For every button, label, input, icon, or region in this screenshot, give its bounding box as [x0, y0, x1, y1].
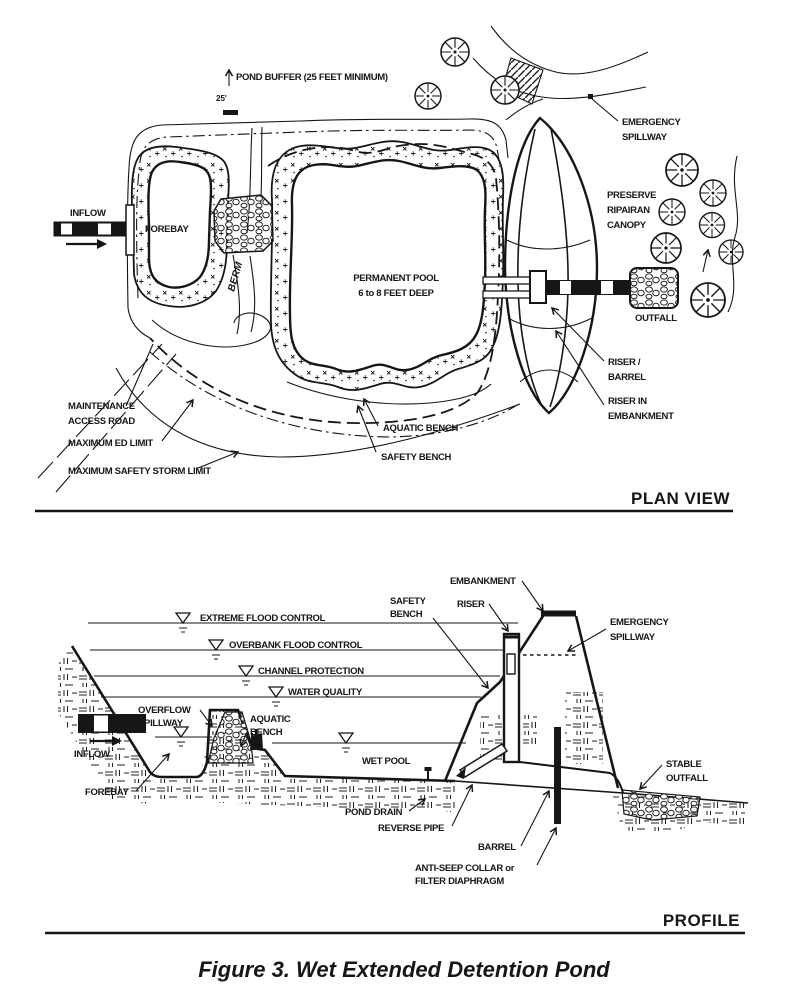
- leader-dot: [588, 94, 593, 99]
- label-anti-seep-1: ANTI-SEEP COLLAR or: [415, 863, 515, 874]
- label-overflow-1: OVERFLOW: [138, 705, 191, 716]
- inflow-pipe-joint-profile: [94, 716, 108, 732]
- label-max-safety: MAXIMUM SAFETY STORM LIMIT: [68, 466, 211, 477]
- barrel-joint: [601, 281, 613, 294]
- leader-embankment: [522, 581, 543, 611]
- plan-view: [35, 26, 743, 511]
- label-inflow-profile: INFLOW: [74, 749, 110, 760]
- label-outfall: OUTFALL: [635, 313, 677, 324]
- profile-view: [45, 576, 748, 933]
- label-aquatic-profile-1: AQUATIC: [250, 714, 291, 725]
- dam-interior-soil-small: [523, 712, 537, 746]
- label-max-ed: MAXIMUM ED LIMIT: [68, 438, 153, 449]
- label-buffer-dim: 25': [216, 94, 227, 103]
- label-pond-drain: POND DRAIN: [345, 807, 403, 818]
- leader-max-ed-limit: [162, 400, 193, 441]
- label-preserve-3: CANOPY: [607, 220, 646, 231]
- figure-caption: Figure 3. Wet Extended Detention Pond: [198, 957, 610, 982]
- pond-boundary-outer-tail: [128, 308, 150, 338]
- tree-icon: [415, 83, 441, 109]
- dam-profile: [425, 614, 701, 825]
- inflow-pipe-joint: [61, 224, 72, 235]
- barrel-top-line: [520, 762, 623, 793]
- label-permanent-pool-2: 6 to 8 FEET DEEP: [358, 288, 434, 299]
- label-maintenance-2: ACCESS ROAD: [68, 416, 135, 427]
- pond-drain-cap: [425, 767, 432, 771]
- barrel-plan: [546, 280, 630, 295]
- tree-icon: [491, 76, 519, 104]
- label-pond-buffer: POND BUFFER (25 FEET MINIMUM): [236, 72, 388, 83]
- label-inflow-plan: INFLOW: [70, 208, 106, 219]
- leader-stable-outfall: [640, 765, 662, 789]
- tree-icon: [700, 180, 726, 206]
- riser-plan: [530, 271, 546, 303]
- tree-icon: [666, 154, 698, 186]
- outfall-apron: [630, 268, 678, 308]
- leader-riser: [489, 604, 508, 631]
- pool-outlet-pipe-lower: [483, 291, 530, 298]
- barrel-joint: [560, 281, 571, 294]
- leader-safety-bench-plan: [358, 406, 376, 452]
- riser-orifice: [507, 654, 515, 674]
- label-riser-in-2: EMBANKMENT: [608, 411, 674, 422]
- label-overflow-2: SPILLWAY: [138, 718, 183, 729]
- tree-icon: [719, 240, 743, 264]
- label-anti-seep-2: FILTER DIAPHRAGM: [415, 876, 504, 887]
- emergency-spillway-plan: [473, 26, 648, 120]
- label-safety-bench-1: SAFETY: [390, 596, 426, 607]
- label-stable-outfall-2: OUTFALL: [666, 773, 708, 784]
- embankment-outline: [505, 118, 597, 413]
- leader-anti-seep: [537, 828, 556, 865]
- label-overbank-flood: OVERBANK FLOOD CONTROL: [229, 640, 363, 651]
- label-channel-protection: CHANNEL PROTECTION: [258, 666, 364, 677]
- inflow-pipe-joint: [98, 224, 111, 235]
- permanent-pool-shape: [271, 141, 504, 390]
- label-aquatic-profile-2: BENCH: [250, 727, 283, 738]
- inflow-headwall: [126, 205, 134, 255]
- label-water-quality: WATER QUALITY: [288, 687, 363, 698]
- label-forebay-profile: FOREBAY: [85, 787, 129, 798]
- label-emergency-profile-2: SPILLWAY: [610, 632, 655, 643]
- label-emergency-spillway-1: EMERGENCY: [622, 117, 681, 128]
- label-emergency-profile-1: EMERGENCY: [610, 617, 669, 628]
- label-barrel: BARREL: [478, 842, 516, 853]
- label-emergency-spillway-2: SPILLWAY: [622, 132, 667, 143]
- pool-outlet-pipe-upper: [483, 277, 530, 284]
- label-maintenance-1: MAINTENANCE: [68, 401, 135, 412]
- label-riser-barrel-2: BARREL: [608, 372, 646, 383]
- stream-line: [728, 156, 738, 312]
- stream-flow-arrow: [703, 250, 708, 272]
- riser-profile: [504, 634, 519, 762]
- plan-view-title: PLAN VIEW: [631, 489, 730, 508]
- anti-seep-collar: [554, 727, 561, 824]
- downstream-ground: [455, 781, 748, 803]
- label-stable-outfall-1: STABLE: [666, 759, 702, 770]
- tree-icon: [700, 213, 725, 238]
- label-riser-barrel-1: RISER /: [608, 357, 641, 368]
- label-preserve-1: PRESERVE: [607, 190, 657, 201]
- label-forebay-plan: FOREBAY: [145, 224, 189, 235]
- tree-icon: [651, 233, 681, 263]
- embankment-plan: [505, 118, 597, 413]
- inflow-arrow-head: [97, 239, 107, 249]
- safety-bench-contour: [287, 382, 491, 404]
- berm-weir: [214, 195, 273, 253]
- tree-icon: [441, 38, 469, 66]
- label-riser: RISER: [457, 599, 485, 610]
- label-safety-bench-2: BENCH: [390, 609, 423, 620]
- label-preserve-2: RIPAIRAN: [607, 205, 650, 216]
- stable-outfall-riprap: [622, 790, 700, 820]
- forebay-swirl-contour: [152, 313, 271, 347]
- tree-icon: [659, 199, 685, 225]
- label-permanent-pool-1: PERMANENT POOL: [353, 273, 439, 284]
- tree-icon: [691, 283, 725, 317]
- water-levels: [88, 613, 518, 752]
- label-embankment: EMBANKMENT: [450, 576, 516, 587]
- label-reverse-pipe: REVERSE PIPE: [378, 823, 445, 834]
- label-extreme-flood: EXTREME FLOOD CONTROL: [200, 613, 326, 624]
- leader-safety-bench-profile: [433, 618, 488, 688]
- leader-emergency-spillway: [592, 99, 618, 121]
- label-safety-bench-plan: SAFETY BENCH: [381, 452, 452, 463]
- leader-emergency-spillway-profile: [568, 629, 606, 651]
- permanent-pool-water: [290, 160, 486, 371]
- inflow-pipe-profile: [78, 714, 146, 733]
- buffer-tick: [223, 110, 238, 115]
- label-riser-in-1: RISER IN: [608, 396, 647, 407]
- leader-barrel: [521, 791, 549, 846]
- label-wet-pool: WET POOL: [362, 756, 411, 767]
- label-berm: BERM: [226, 260, 246, 293]
- profile-title: PROFILE: [662, 911, 740, 930]
- label-aquatic-bench-plan: AQUATIC BENCH: [383, 423, 459, 434]
